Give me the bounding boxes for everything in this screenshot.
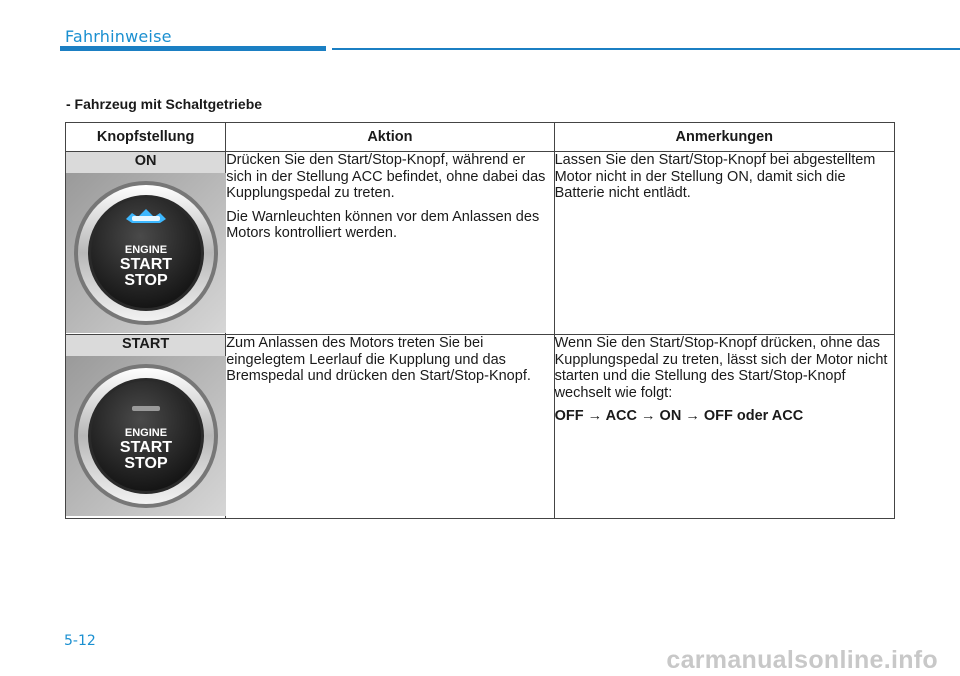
button-text-engine: ENGINE [124,244,168,256]
action-cell [226,335,554,519]
table-header-row [66,123,895,152]
subtitle: - Fahrzeug mit Schaltgetriebe [66,96,263,112]
watermark-text: carmanualsonline.info [666,646,938,674]
header-knopfstellung: Knopfstellung [66,123,226,152]
action-cell [226,152,554,335]
notes-paragraph: Wenn Sie den Start/Stop-Knopf drücken, ohne das Kupplungspedal zu treten, lässt sich der Motor nicht starten und die Stellung des Start/Stop-Knopf wechselt wie folgt: [554,335,888,401]
action-paragraph: Die Warnleuchten können vor dem Anlassen des Motors kontrolliert werden. [226,208,540,241]
section-title: Fahrhinweise [65,27,172,46]
action-paragraph: Zum Anlassen des Motors treten Sie bei eingelegtem Leerlauf die Kupplung und das Bremspedal und drücken den Start/Stop-Knopf. [226,335,531,384]
table-row-on [66,152,895,335]
notes-cell [554,335,894,519]
button-text-start: START [119,256,173,273]
position-label: START [66,335,225,356]
button-position-table [65,122,895,519]
header-rule-thick [60,46,326,51]
button-text-engine: ENGINE [124,427,168,439]
position-cell [66,152,226,335]
state-sequence: OFF → ACC → ON → OFF oder ACC [554,408,804,424]
position-label: ON [66,152,225,173]
header-anmerkungen: Anmerkungen [554,123,894,152]
header-rule-thin [332,48,960,50]
engine-start-stop-button-icon [66,173,226,333]
button-text-start: START [119,439,173,456]
position-cell [66,335,226,519]
table-row-start [66,335,895,519]
button-text-stop: STOP [124,455,168,472]
action-paragraph: Drücken Sie den Start/Stop-Knopf, während er sich in der Stellung ACC befindet, ohne dabei das Kupplungspedal zu treten. [226,152,546,201]
header-aktion: Aktion [226,123,554,152]
notes-cell [554,152,894,335]
notes-paragraph: Lassen Sie den Start/Stop-Knopf bei abgestelltem Motor nicht in der Stellung ON, damit sich die Batterie nicht entlädt. [554,152,876,201]
engine-start-stop-button-icon [66,356,226,516]
button-text-stop: STOP [124,272,168,289]
indicator-off [132,406,160,411]
page-number: 5-12 [64,633,96,649]
